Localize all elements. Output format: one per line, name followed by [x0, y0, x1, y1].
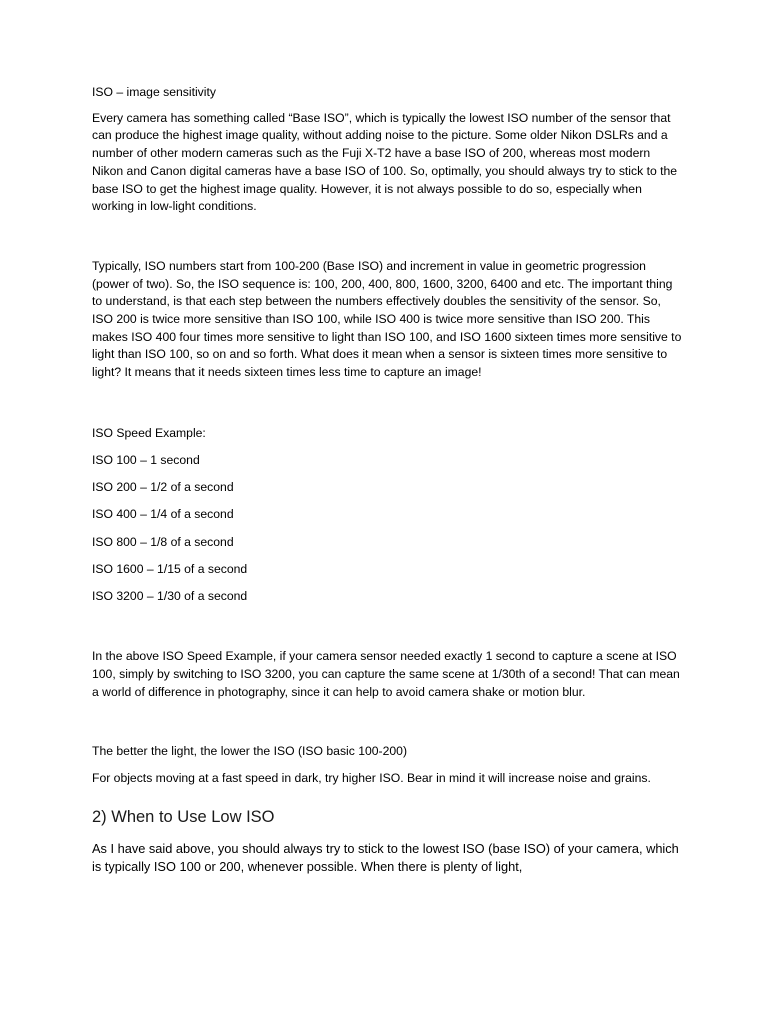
example-line: ISO 400 – 1/4 of a second — [92, 507, 234, 522]
document-title: ISO – image sensitivity — [92, 85, 216, 99]
spacer — [92, 225, 682, 258]
progression-paragraph: Typically, ISO numbers start from 100-200 (Base ISO) and increment in value in geometric progression (power of two). So, the ISO sequence is: 100, 200, 400, 800, 1600, 3200, 6400 and etc. The important thing to understand, is that each step between the numbers effectively doubles the sensitivity of the sensor. So, ISO 200 is twice more sensitive than ISO 100, while ISO 400 is twice more sensitive than ISO 200. This makes ISO 400 four times more sensitive to light than ISO 100, and ISO 1600 sixteen times more sensitive to light than ISO 100, so on and so forth. What does it mean when a sensor is sixteen times more sensitive to light? It means that it needs sixteen times less time to capture an image! — [92, 258, 682, 380]
example-explanation: In the above ISO Speed Example, if your camera sensor needed exactly 1 second to capture a scene at ISO 100, simply by switching to ISO 3200, you can capture the same scene at 1/30th of a second! That can mean a world of difference in photography, since it can help to avoid camera shake or motion blur. — [92, 649, 680, 699]
example-line: ISO 100 – 1 second — [92, 453, 200, 468]
spacer — [92, 710, 682, 743]
example-line: ISO 3200 – 1/30 of a second — [92, 589, 248, 604]
example-line: ISO 800 – 1/8 of a second — [92, 534, 234, 549]
section-heading: 2) When to Use Low ISO — [92, 807, 275, 826]
intro-paragraph: Every camera has something called “Base ISO”, which is typically the lowest ISO number of the sensor that can produce the highest image quality, without adding noise to the picture. Some older Nikon DSLRs and a number of other modern cameras such as the Fuji X-T2 have a base ISO of 200, whereas most modern Nikon and Canon digital cameras have a base ISO of 100. So, optimally, you should always try to stick to the base ISO to get the highest image quality. However, it is not always possible to do so, especially when working in low-light conditions. — [92, 110, 678, 214]
example-heading: ISO Speed Example: — [92, 425, 206, 440]
light-rule: The better the light, the lower the ISO (ISO basic 100-200) — [92, 744, 408, 759]
spacer — [92, 391, 682, 425]
example-line: ISO 200 – 1/2 of a second — [92, 480, 234, 495]
moving-objects-tip: For objects moving at a fast speed in dark, try higher ISO. Bear in mind it will increase noise and grains. — [92, 771, 651, 786]
example-line: ISO 1600 – 1/15 of a second — [92, 561, 248, 576]
spacer — [92, 615, 682, 648]
section2-paragraph: As I have said above, you should always try to stick to the lowest ISO (base ISO) of your camera, which is typically ISO 100 or 200, whenever possible. When there is plenty of light, — [92, 840, 679, 875]
document-page — [92, 84, 682, 877]
